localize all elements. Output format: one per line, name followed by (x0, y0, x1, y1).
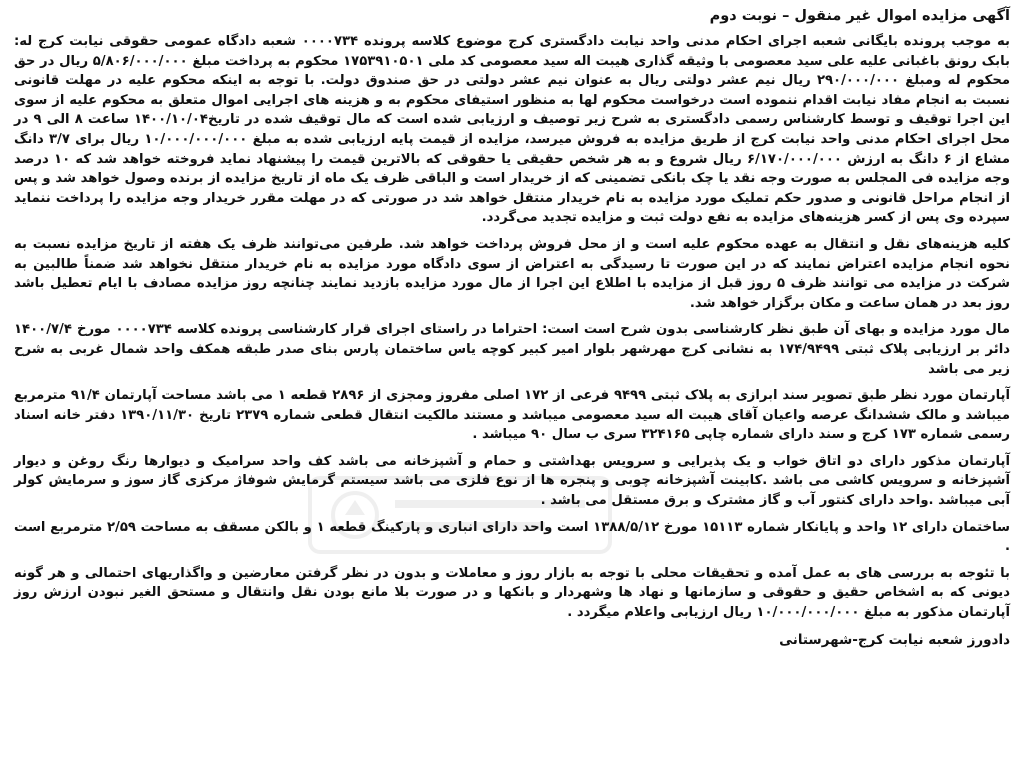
notice-paragraph-5: آپارتمان مذکور دارای دو اتاق خواب و یک پذیرایی و سرویس بهداشتی و حمام و آشپزخانه می باشد کف واحد سرامیک و دیوارها رنگ روغن و دیوار آشپزخانه و سرویس کاشی می باشد .کابینت آشپزخانه چوبی و پنجره ها از نوع فلزی می باشد سیستم گرمایش شوفاژ مرکزی گاز سوز و سرمایش کولر آبی میباشد .واحد دارای کنتور آب و گاز مشترک و برق مستقل می باشد . (14, 453, 1010, 509)
signature-line: دادورز شعبه نیابت کرج-شهرستانی (779, 631, 1010, 648)
notice-paragraph-4: آپارتمان مورد نظر طبق تصویر سند ابرازی به پلاک ثبتی ۹۴۹۹ فرعی از ۱۷۲ اصلی مفروز ومجزی از ۲۸۹۶ قطعه ۱ می باشد مساحت آپارتمان ۹۱/۴ مترمربع میباشد و مالک ششدانگ عرصه واعیان آقای هیبت اله سید معصومی میباشد و مستند مالکیت انتقال قطعی شماره ۲۳۷۹ تاریخ ۱۳۹۰/۱۱/۳۰ دفتر خانه اسناد رسمی شماره ۱۷۳ کرج و سند دارای شماره چاپی ۳۲۴۱۶۵ سری ب سال ۹۰ میباشد . (14, 388, 1011, 443)
notice-paragraph-1: به موجب پرونده بایگانی شعبه اجرای احکام مدنی واحد نیابت دادگستری کرج موضوع کلاسه پرونده ۰۰۰۰۷۳۴ شعبه دادگاه عمومی حقوقی نیابت کرج له: بابک رونق باغبانی علیه علی سید معصومی با وثیقه گذاری هیبت اله سید معصومی کد ملی ۱۷۵۳۹۱۰۵۰۱ محکوم به پرداخت مبلغ ۵/۸۰۶/۰۰۰/۰۰۰ ریال در حق محکوم له ومبلغ ۲۹۰/۰۰۰/۰۰۰ ریال نیم عشر دولتی ریال به عنوان نیم عشر دولتی در حق صندوق دولت. با توجه به اینکه محکوم علیه در مهلت قانونی نسبت به انجام مفاد نیابت اقدام ننموده است درخواست محکوم لها به منظور استیفای محکوم به و هزینه های اجرایی اموال متعلق به محکوم علیه از سوی این اجرا توقیف و توسط کارشناس رسمی دادگستری به شرح زیر توصیف و ارزیابی شده است که مال توقیف شده در تاریخ۱۴۰۰/۱۰/۰۴ ساعت ۸ الی ۹ در محل اجرای احکام مدنی واحد نیابت کرج از طریق مزایده به فروش میرسد، مزایده از قیمت پایه ارزیابی شده به مبلغ ۱۰/۰۰۰/۰۰۰/۰۰۰ ریال برای ۳/۷ دانگ مشاع از ۶ دانگ به ارزش ۶/۱۷۰/۰۰۰/۰۰۰ ریال شروع و به هر شخص حقیقی یا حقوقی که بالاترین قیمت را پیشنهاد نماید فروخته خواهد شد که ۱۰ درصد وجه مزایده فی المجلس به صورت وجه نقد یا چک بانکی تضمینی که از خریدار است و الباقی ظرف یک ماه از تاریخ مزایده از برنده وصول خواهد شد و پس از انجام مراحل قانونی و صدور حکم تملیک مورد مزایده به نام خریدار منتقل خواهد شد در صورتی که در مهلت مقرر خریدار وجه مزایده را پرداخت ننماید سپرده وی پس از کسر هزینه‌های مزایده به نفع دولت ثبت و مزایده تجدید می‌گردد. (14, 34, 1011, 226)
notice-paragraph-7: با تئوجه به بررسی های به عمل آمده و تحقیقات محلی با توجه به بازار روز و معاملات و بدون در نظر گرفتن معارضین و واگذاریهای احتمالی و هر گونه دیونی که به اشخاص حقیق و حقوقی و سازمانها و نهاد ها وشهردار و بانکها و در صورت بلا مانع بودن نقل وانتقال و مستحق الغیر نبودن ارزش روز آپارتمان مذکور به مبلغ ۱۰/۰۰۰/۰۰۰/۰۰۰ ریال ارزیابی واعلام میگردد . (14, 565, 1010, 621)
notice-content (14, 6, 1010, 650)
notice-paragraph-3: مال مورد مزایده و بهای آن طبق نظر کارشناسی بدون شرح است است: احتراما در راستای اجرای قرار کارشناسی پرونده کلاسه ۰۰۰۰۷۳۴ مورخ ۱۴۰۰/۷/۴ دائر بر ارزیابی پلاک ثبتی ۱۷۴/۹۴۹۹ به نشانی کرج مهرشهر بلوار امیر کبیر کوچه یاس ساختمان پارس بنای صدر طبقه همکف واحد شمال غربی به شرح زیر می باشد (14, 322, 1011, 377)
notice-title: آگهی مزایده اموال غیر منقول – نوبت دوم (709, 8, 1010, 24)
notice-paragraph-2: کلیه هزینه‌های نقل و انتقال به عهده محکوم علیه است و از محل فروش پرداخت خواهد شد. طرفین می‌توانند ظرف یک هفته از تاریخ مزایده نسبت به نحوه انجام مزایده اعتراض نمایند که در این صورت تا رسیدگی به اعتراض از سوی دادگاه مورد مزایده به نام خریدار منتقل نخواهد شد ضمناً طالبین به شرکت در مزایده می توانند ظرف ۵ روز قبل از مزایده با اطلاع این اجرا از مال مورد مزایده بازدید نمایند چنانچه روز مزایده مصادف با ایام تعطیل باشد روز بعد در همان ساعت و مکان برگزار خواهد شد. (14, 236, 1010, 311)
notice-paragraph-6: ساختمان دارای ۱۲ واحد و پایانکار شماره ۱۵۱۱۳ مورخ ۱۳۸۸/۵/۱۲ است واحد دارای انباری و پارکینگ قطعه ۱ و بالکن مسقف به مساحت ۲/۵۹ مترمربع است . (14, 519, 1010, 555)
